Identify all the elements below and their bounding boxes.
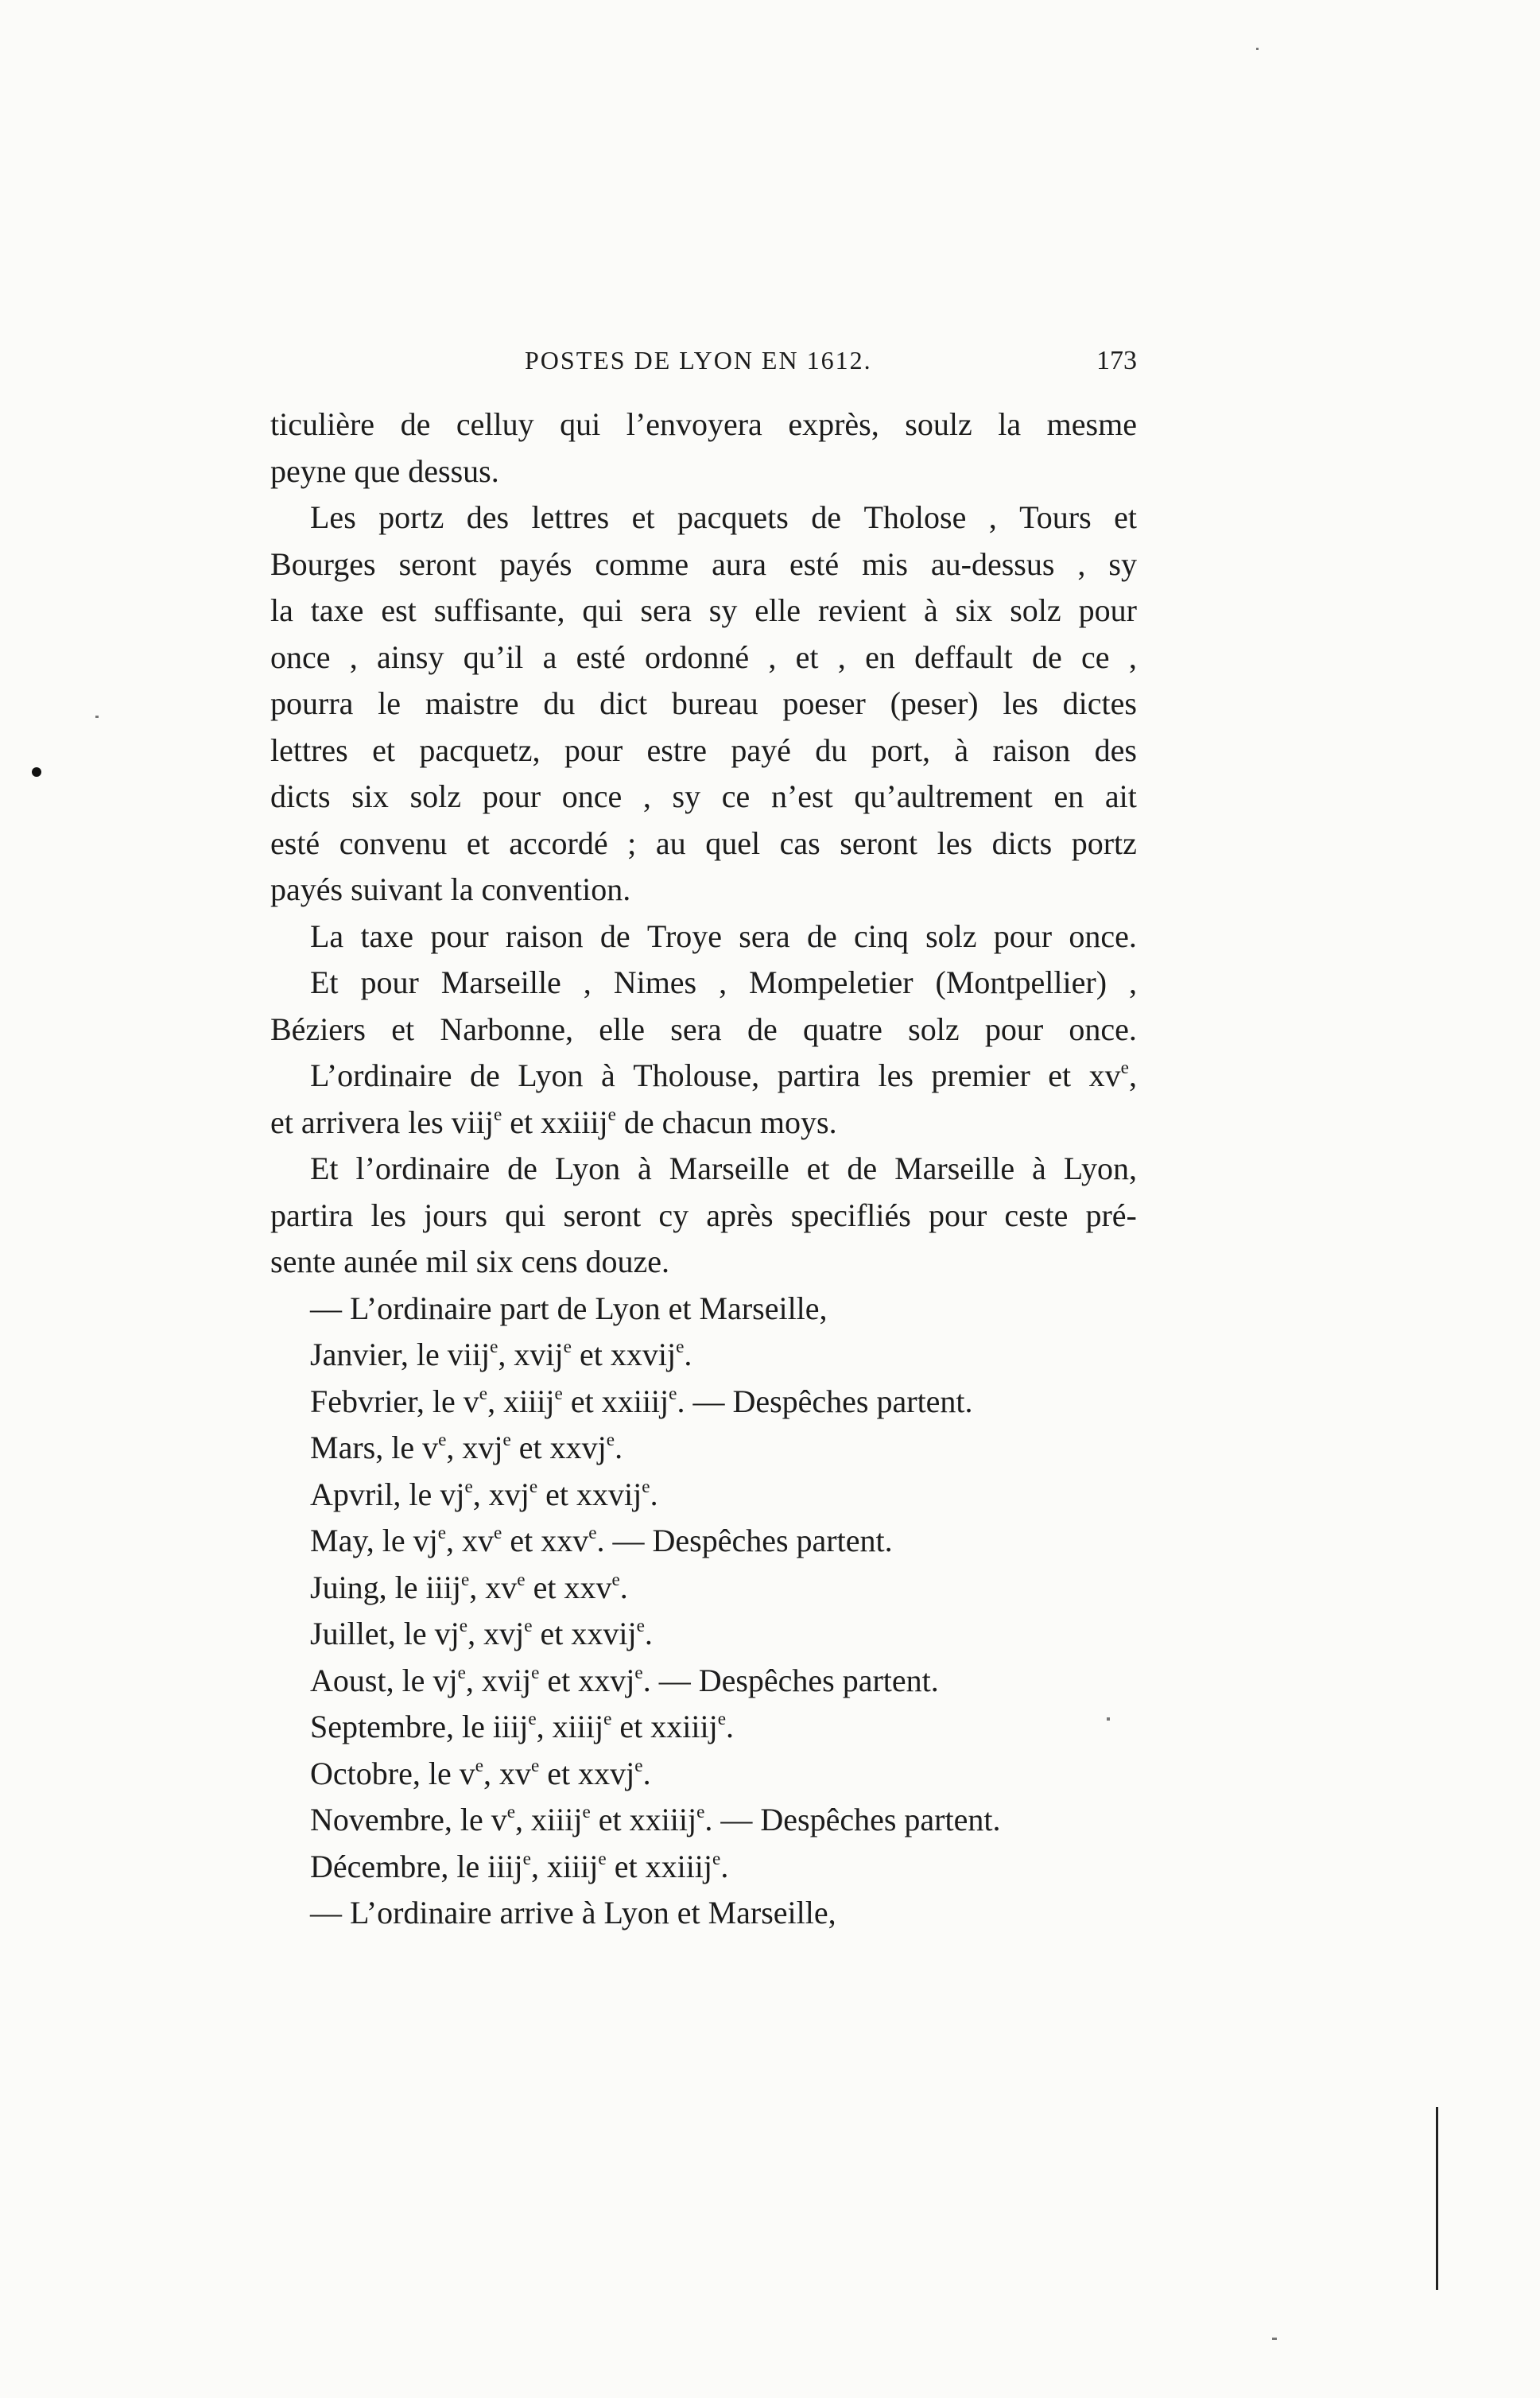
paper-speck [95, 716, 99, 718]
text-line: ticulière de celluy qui l’envoyera exprès, soulz la mesme [270, 406, 1137, 442]
text-line: Et l’ordinaire de Lyon à Marseille et de Marseille à Lyon, [310, 1150, 1137, 1186]
margin-rule [1436, 2107, 1438, 2290]
text-line: La taxe pour raison de Troye sera de cinq solz pour once. [310, 918, 1137, 954]
text-line: — L’ordinaire arrive à Lyon et Marseille, [310, 1895, 836, 1930]
text-line: Et pour Marseille , Nimes , Mompeletier (Montpellier) , [310, 964, 1137, 1000]
page-header [294, 346, 1137, 386]
schedule-line: Novembre, le $v^e$, xiiij$^e$ et xxiiij$^e$. — Despêches partent. [310, 1801, 1001, 1837]
schedule-line: Mars, le $v^e$, xvj$^e$ et xxvj$^e$. [310, 1429, 623, 1465]
text-line: pourra le maistre du dict bureau poeser (peser) les dictes [270, 685, 1137, 721]
schedule-line: Febvrier, le $v^e$, xiiij$^e$ et xxiiij$^e$. — Despêches partent. [310, 1383, 973, 1419]
schedule-line: Décembre, le iiij$^e$, xiiij$^e$ et xxiiij$^e$. [310, 1848, 729, 1884]
schedule-line: May, le $vj^e$, $xv^e$ et xxv$^e$. — Despêches partent. [310, 1522, 893, 1558]
text-line: la taxe est suffisante, qui sera sy elle revient à six solz pour [270, 592, 1137, 628]
schedule-line: Aoust, le $vj^e$, xvij$^e$ et xxvj$^e$. — Despêches partent. [310, 1662, 939, 1698]
page-number: 173 [1096, 346, 1137, 375]
running-title: POSTES DE LYON EN 1612. [525, 346, 872, 374]
text-line: — L’ordinaire part de Lyon et Marseille, [310, 1290, 828, 1326]
text-line: payés suivant la convention. [270, 871, 631, 907]
text-line: et arrivera les viij$^e$ et xxiiij$^e$ de chacun moys. [270, 1104, 837, 1140]
text-line: once , ainsy qu’il a esté ordonné , et , en deffault de ce , [270, 638, 1137, 675]
text-line: peyne que dessus. [270, 452, 499, 489]
text-line: lettres et pacquetz, pour estre payé du port, à raison des [270, 731, 1137, 768]
page-body [270, 402, 1137, 1937]
text-line: Les portz des lettres et pacquets de Tholose , Tours et [310, 499, 1137, 535]
schedule-line: Octobre, le $v^e$, $xv^e$ et xxvj$^e$. [310, 1755, 651, 1791]
text-line: Béziers et Narbonne, elle sera de quatre solz pour once. [270, 1011, 1137, 1047]
text-line: sente aunée mil six cens douze. [270, 1244, 670, 1279]
schedule-line: Janvier, le viij$^e$, xvij$^e$ et xxvij$^e$. [310, 1336, 692, 1372]
text-line: L’ordinaire de Lyon à Tholouse, partira les premier et $xv^e$, [310, 1057, 1137, 1093]
text-line: Bourges seront payés comme aura esté mis au-dessus , sy [270, 545, 1137, 582]
text-line: dicts six solz pour once , sy ce n’est qu’aultrement en ait [270, 778, 1137, 814]
schedule-line: Septembre, le iiij$^e$, xiiij$^e$ et xxiiij$^e$. [310, 1708, 735, 1744]
schedule-line: Apvril, le $vj^e$, xvj$^e$ et xxvij$^e$. [310, 1476, 658, 1512]
text-line: partira les jours qui seront cy après specifliés pour ceste pré- [270, 1197, 1137, 1233]
text-line: esté convenu et accordé ; au quel cas seront les dicts portz [270, 825, 1137, 861]
paper-speck [1272, 2338, 1277, 2340]
schedule-line: Juillet, le $vj^e$, xvj$^e$ et xxvij$^e$. [310, 1615, 653, 1651]
margin-ink-dot [32, 767, 41, 777]
paper-speck [1107, 1717, 1110, 1721]
paper-speck [1256, 48, 1259, 50]
schedule-line: Juing, le iiij$^e$, $xv^e$ et xxv$^e$. [310, 1569, 628, 1605]
